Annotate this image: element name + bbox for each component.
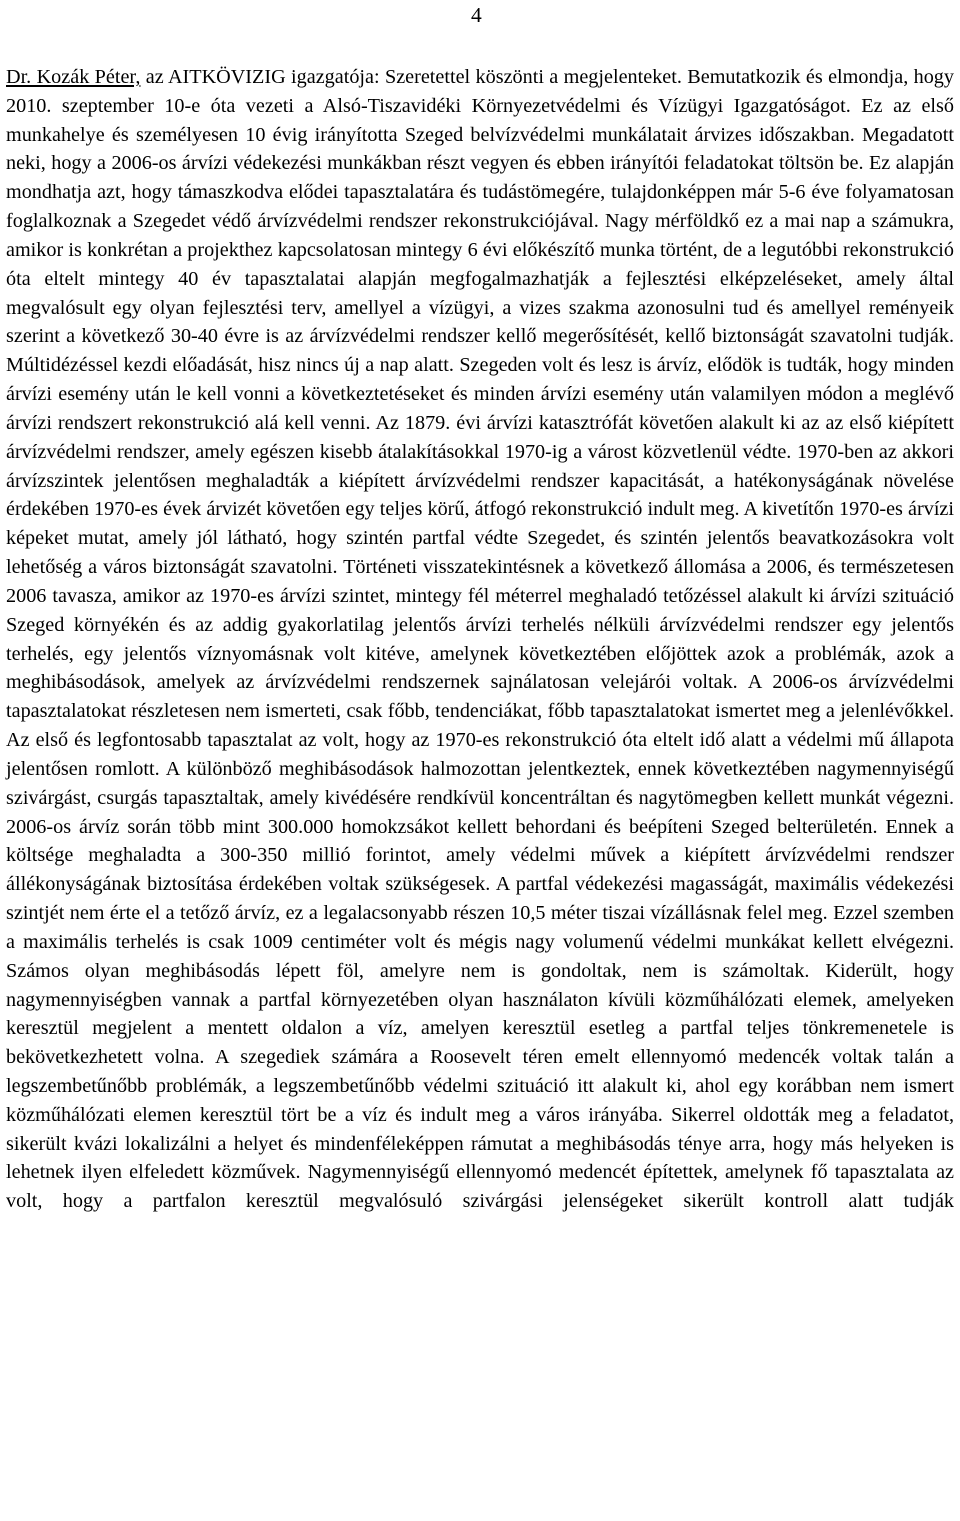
page-number: 4 — [471, 3, 482, 27]
paragraph-text: az AITKÖVIZIG igazgatója: Szeretettel köszönti a megjelenteket. Bemutatkozik és elmondja, hogy 2010. szeptember 10-e óta vezeti a Alsó-Tiszavidéki Környezetvédelmi és Vízügyi Igazgatóságot. Ez az első munkahelye és személyesen 10 évig irányította Szeged belvízvédelmi munkálatait árvizes időszakban. Megadatott neki, hogy a 2006-os árvízi védekezési munkákban részt vegyen és ebben irányítói feladatokat töltsön be. Ez alapján mondhatja azt, hogy támaszkodva elődei tapasztalatára és tudástömegére, tulajdonképpen már 5-6 éve folyamatosan foglalkoznak a Szegedet védő árvízvédelmi rendszer rekonstrukciójával. Nagy mérföldkő ez a mai nap a számukra, amikor is konkrétan a projekthez kapcsolatosan mintegy 6 évi előkészítő munka történt, de a legutóbbi rekonstrukció óta eltelt mintegy 40 év tapasztalatai alapján megfogalmazhatják a fejlesztési elképzeléseket, amely által megvalósult egy olyan fejlesztési terv, amellyel a vízügyi, a vizes szakma azonosulni tud és amellyel reményeik szerint a következő 30-40 évre is az árvízvédelmi rendszer kellő megerősítését, kellő biztonságát szavatolni tudják. Múltidézéssel kezdi előadását, hisz nincs új a nap alatt. Szegeden volt és lesz is árvíz, elődök is tudták, hogy minden árvízi esemény után le kell vonni a következtetéseket és minden árvízi esemény után valamilyen módon a meglévő árvízi rendszert rekonstrukció alá kell venni. Az 1879. évi árvízi katasztrófát követően alakult ki az az első kiépített árvízvédelmi rendszer, amely egészen kisebb átalakításokkal 1970-ig a várost közvetlenül védte. 1970-ben az akkori árvízszintek jelentősen meghaladták a kiépített árvízvédelmi rendszer kapacitását, a hatékonyságának növelése érdekében 1970-es évek árvizét követően egy teljes körű, átfogó rekonstrukció indult meg. A kivetítőn 1970-es árvízi képeket mutat, amely jól látható, hogy szintén partfal védte Szegedet, és szintén jelentős beavatkozásokra volt lehetőség a város biztonságát szavatolni. Történeti visszatekintésnek a következő állomása a 2006, és természetesen 2006 tavasza, amikor az 1970-es árvízi szintet, mintegy fél méterrel meghaladó tetőzéssel alakult ki árvízi szituáció Szeged környékén és az addig gyakorlatilag jelentős árvízi terhelés nélküli árvízvédelmi rendszer egy jelentős terhelés, egy jelentős víznyomásnak volt kitéve, amelynek következtében előjöttek azok a problémák, azok a meghibásodások, amelyek az árvízvédelmi rendszernek sajnálatosan velejárói voltak. A 2006-os árvízvédelmi tapasztalatokat részletesen nem ismerteti, csak főbb, tendenciákat, főbb tapasztalatokat ismertet meg a jelenlévőkkel. Az első és legfontosabb tapasztalat az volt, hogy az 1970-es rekonstrukció óta eltelt idő alatt a védelmi mű állapota jelentősen romlott. A különböző meghibásodások halmozottan jelentkeztek, ennek következtében nagymennyiségű szivárgást, csurgás tapasztaltak, amely kivédésére rendkívül koncentráltan és nagytömegben kellett munkát végezni. 2006-os árvíz során több mint 300.000 homokzsákot kellett behordani és beépíteni Szeged belterületén. Ennek a költsége meghaladta a 300-350 millió forintot, amely védelmi művek a kiépített árvízvédelmi rendszer állékonyságának biztosítása érdekében voltak szükségesek. A partfal védekezési magasságát, maximális védekezési szintjét nem érte el a tetőző árvíz, ez a legalacsonyabb részen 10,5 méter tiszai vízállásnak felel meg. Ezzel szemben a maximális terhelés is csak 1009 centiméter volt és mégis nagy volumenű védelmi munkákat kellett elvégezni. Számos olyan meghibásodás lépett föl, amelyre nem is gondoltak, nem is számoltak. Kiderült, hogy nagymennyiségben vannak a partfal környezetében olyan használaton kívüli közműhálózati elemek, amelyeken keresztül megjelent a mentett oldalon a víz, amelyen keresztül esetleg a partfal teljes tönkremenetele is bekövetkezhetett volna. A szegediek számára a Roosevelt téren emelt ellennyomó medencék voltak talán a legszembetűnőbb problémák, a legszembetűnőbb védelmi szituáció itt alakult ki, ahol egy korábban nem ismert közműhálózati elemen keresztül tört be a víz és indult meg a város irányába. Sikerrel oldották meg a feladatot, sikerült kvázi lokalizálni a helyet és mindenféleképpen rámutat a meghibásodás ténye arra, hogy más helyeken is lehetnek ilyen elfeledett közművek. Nagymennyiségű ellennyomó medencét építettek, amelynek fő tapasztalata az volt, hogy a partfalon keresztül megvalósuló szivárgási jelenségeket sikerült kontroll alatt tudják — [6, 66, 954, 1213]
body-paragraph — [6, 63, 954, 1216]
speaker-name: Dr. Kozák Péter, — [6, 66, 141, 88]
